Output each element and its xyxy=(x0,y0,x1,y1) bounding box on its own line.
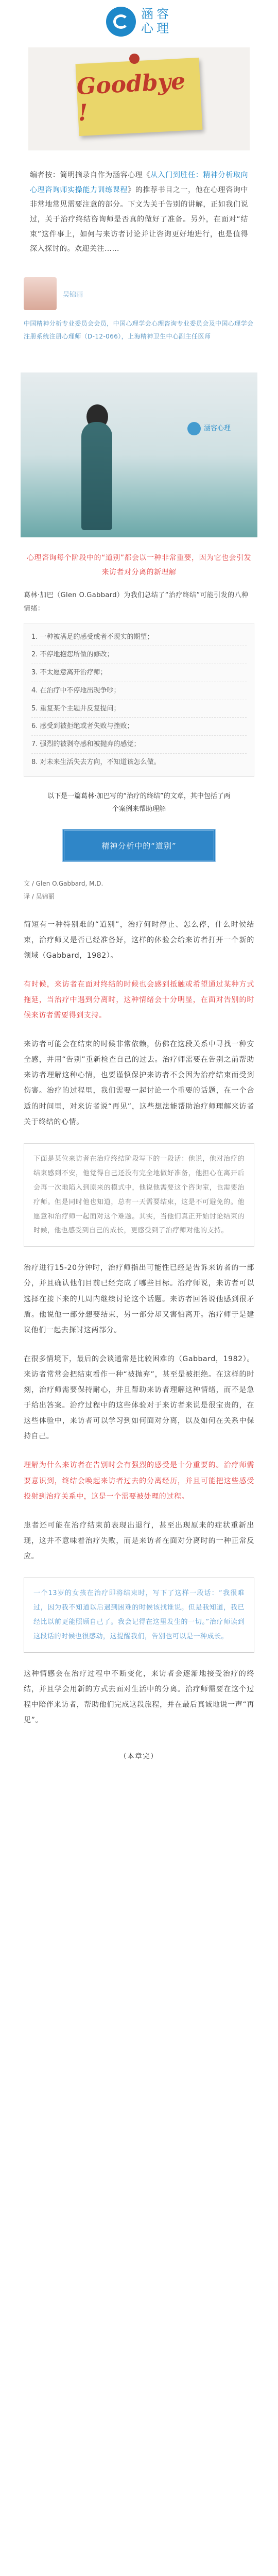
sticky-note-text: Goodbye ! xyxy=(76,68,186,127)
author-card xyxy=(24,277,254,310)
article-lead: 以下是一篇葛林·加巴写的“治疗的终结”的文章，其中包括了两个案例来帮助理解 xyxy=(47,792,231,813)
list-item: 7. 强烈的被剥夺感和被抛弃的感觉； xyxy=(31,736,247,754)
paragraph-highlight: 理解为什么来访者在告别时会有强烈的感受是十分重要的。治疗师需要意识到，终结会唤起来访者过去的分离经历，并且可能把这些感受投射到治疗关系中，这是一个需要被处理的过程。 xyxy=(24,1461,254,1501)
highlight-quote: 心理咨询每个阶段中的“道别”都会以一种非常重要，因为它也会引发来访者对分离的新理解 xyxy=(26,553,251,577)
list-item: 6. 感受到被拒绝或者失败与挫败； xyxy=(31,718,247,736)
logo-icon xyxy=(106,7,136,37)
paragraph: 在很多情境下，最后的会谈通常是比较困难的（Gabbard，1982）。来访者常常会把结束看作一种“被抛弃”，甚至是被拒绝。在这样的时刻，治疗师需要保持耐心，并且帮助来访者理解这种情绪，而不是急于给出答案。治疗过程中的这些体验对于来访者来说是很宝贵的，在这些体验中，来访者可以学习到如何面对分离，以及如何在关系中保持自己。 xyxy=(24,1354,254,1441)
paragraph: 来访者可能会在结束的时候非常依赖，仿佛在这段关系中寻找一种安全感，并用“告别”重新检查自己的过去。治疗师需要在告别之前帮助来访者理解这种心情，也要谨慎保护来访者不会因为治疗结束而受到伤害。治疗的过程里，我们需要一起讨论一个重要的话题，在一个合适的时间里，对来访者说“再见”，这些想法能帮助治疗师理解来访者关于终结的心情。 xyxy=(24,1040,254,1126)
logo-line2: 心理 xyxy=(141,21,172,36)
gabbard-intro: 葛林·加巴（Glen O.Gabbard）为我们总结了“治疗终结”可能引发的八种情绪： xyxy=(24,591,249,613)
list-item: 1. 一种被满足的感受或者不现实的期望； xyxy=(31,629,247,647)
editor-note xyxy=(30,168,248,257)
editor-note-suffix: 》的推荐书目之一，他在心理咨询中非常地常见需要注意的部分。下文为关于告别的讲解，正如我们说过，关于治疗终结咨询师是否真的做好了准备。另外，在面对“结束”这件事上，如何与来访者讨论并让咨询更好地进行，也是值得深入探讨的。欢迎关注…… xyxy=(30,185,248,253)
logo-text xyxy=(141,7,172,36)
watermark-text: 涵容心理 xyxy=(203,424,231,432)
watermark-logo-icon xyxy=(187,422,201,435)
emotion-list xyxy=(24,623,254,777)
list-item: 5. 重复某个主题并反复提问； xyxy=(31,700,247,718)
case-quote-box: 一个13岁的女孩在治疗即将结束时，写下了这样一段话：“我很难过，因为我不知道以后遇到困难的时候该找谁说。但是我知道，我已经比以前更能照顾自己了。我会记得在这里发生的一切。”治疗师读到这段话的时候也很感动，这提醒我们，告别也可以是一种成长。 xyxy=(24,1578,254,1653)
paragraph: 患者还可能在治疗结束前表现出退行，甚至出现原来的症状重新出现，这并不意味着治疗失败，而是来访者在面对分离时的一种正常反应。 xyxy=(24,1521,254,1561)
paragraph-highlight: 有时候，来访者在面对终结的时候也会感到抵触或希望通过某种方式拖延，当治疗中遇到分离时，这种情绪会十分明显，在面对告别的时候来访者需要得到支持。 xyxy=(24,980,254,1020)
byline-author: 文 / Glen O.Gabbard, M.D. xyxy=(24,880,103,888)
figure-body xyxy=(81,422,112,530)
sticky-note xyxy=(76,58,203,136)
list-item: 3. 不太愿意离开治疗师； xyxy=(31,664,247,682)
list-item: 2. 不停地抱怨所做的修改； xyxy=(31,646,247,664)
goodbye-image xyxy=(28,47,250,150)
paragraph: 治疗进行15-20分钟时，治疗师指出可能性已经是告诉来访者的一部分，并且确认他们目前已经完成了哪些目标。治疗师说，来访者可以选择在接下来的几周内继续讨论这个话题。来访者回答说他感到很矛盾。他说他一部分想要结束，另一部分却又害怕离开。治疗师于是建议他们一起去探讨这两部分。 xyxy=(24,1264,254,1334)
header xyxy=(0,0,278,43)
list-item: 4. 在治疗中不停地出现争吵； xyxy=(31,682,247,700)
section-title-banner: 精神分析中的“道别” xyxy=(62,829,216,862)
author-name: 吴锦丽 xyxy=(63,291,83,299)
article-image xyxy=(21,372,257,537)
editor-note-prefix: 编者按：简明摘录自作为涵容心理《 xyxy=(30,171,150,179)
course-link[interactable]: 从入门到胜任：精神分析取向心理咨询师实操能力训练课程 xyxy=(30,171,248,194)
byline-translator: 译 / 吴锦丽 xyxy=(24,893,55,901)
logo-line1: 涵容 xyxy=(141,7,172,22)
author-avatar xyxy=(24,277,57,310)
list-item: 8. 对未来生活失去方向，不知道该怎么做。 xyxy=(31,758,161,767)
case-quote-box: 下面是某位来访者在治疗终结阶段写下的一段话：他说，他对治疗的结束感到不安，他觉得自己还没有完全地做好准备，他担心在离开后会再一次地陷入到原来的模式中，他说他需要这个咨询室，也需要治疗师。但是同时他也知道，总有一天需要结束，这是不可避免的。他愿意和治疗师一起面对这个难题。其实，当他们真正开始讨论结束的时候，他也感受到自己的成长，更感受到了治疗师对他的支持。 xyxy=(24,1143,254,1247)
paragraph: 这种情感会在治疗过程中不断变化，来访者会逐渐地接受治疗的终结，并且学会用新的方式去面对生活中的分离。治疗师需要在这个过程中陪伴来访者，帮助他们完成这段旅程，并在最后真诚地说一声“再见”。 xyxy=(24,1669,254,1724)
byline xyxy=(24,877,254,903)
end-marker: （本章完） xyxy=(119,1753,159,1761)
author-bio: 中国精神分析专业委员会会员，中国心理学会心理咨询专业委员会及中国心理学会注册系统注册心理师（D-12-066），上海精神卫生中心副主任医师 xyxy=(24,320,254,341)
image-watermark xyxy=(187,422,231,435)
paragraph: 简短有一种特别难的“道别”，治疗何时停止、怎么停，什么时候结束，治疗师又是否已经准备好，这样的体验会给来访者打开一个新的领域（Gabbard，1982）。 xyxy=(24,920,254,960)
pin-icon xyxy=(129,54,140,64)
